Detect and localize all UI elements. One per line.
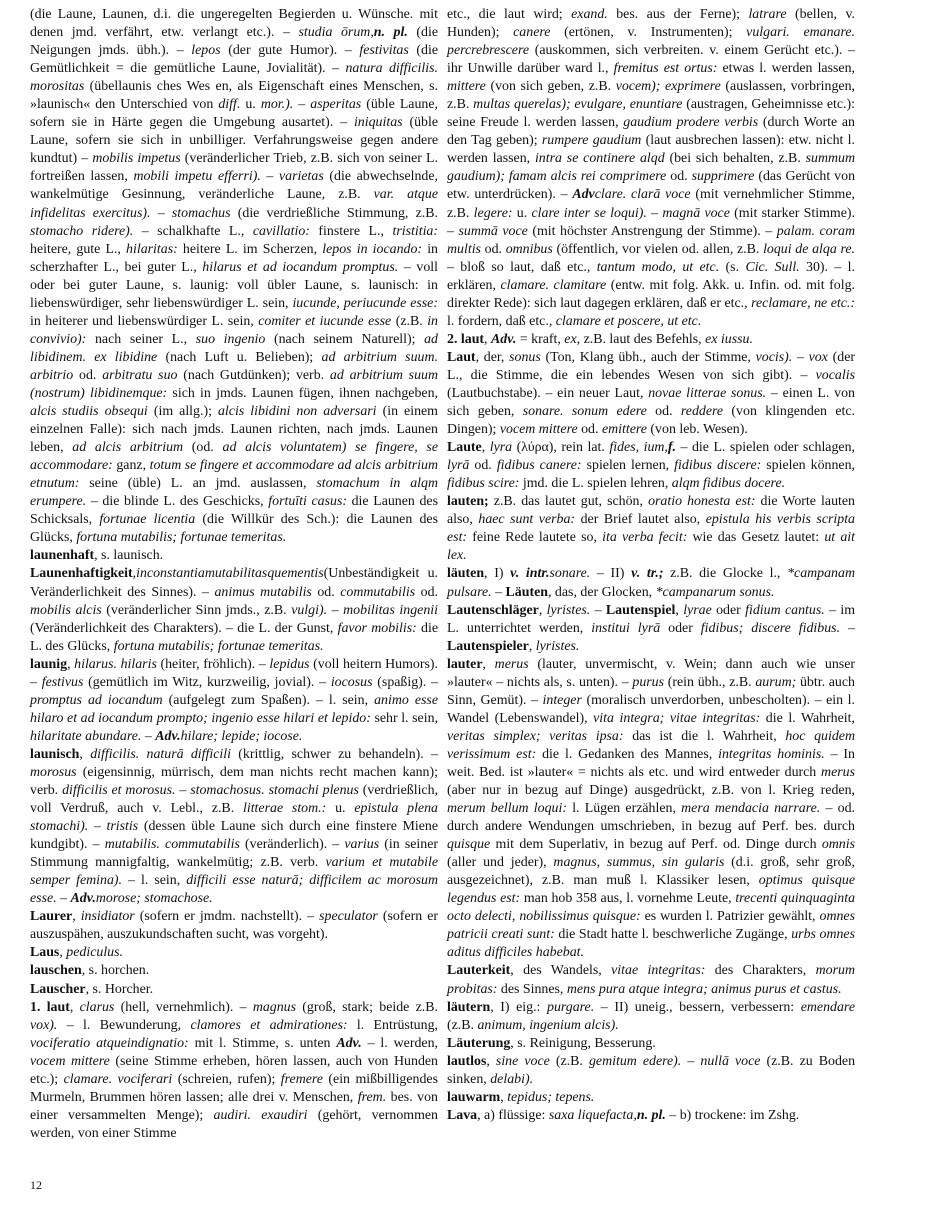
dictionary-entry: lautlos, sine voce (z.B. gemitum edere). – nullā voce (z.B. zu Boden sinken, delabi). bbox=[447, 1053, 856, 1087]
dictionary-entry: Lautenschläger, lyristes. – Lautenspiel, lyrae oder fidium cantus. – im L. unterrichtet werden, institui lyrā oder fidibus; discere fidibus. – Lautenspieler, lyristes. bbox=[447, 602, 856, 654]
page-number: 12 bbox=[30, 1178, 42, 1192]
dictionary-entry: läuten, I) v. intr.sonare. – II) v. tr.; z.B. die Glocke l., *campanam pulsare. – Läuten, das, der Glocken, *campanarum sonus. bbox=[447, 566, 855, 600]
dictionary-entry: Lauterkeit, des Wandels, vitae integritas: des Charakters, morum probitas: des Sinnes, mens pura atque integra; animus purus et castus. bbox=[447, 963, 855, 997]
dictionary-entry: Laute, lyra (λύρα), rein lat. fides, ium,f. – die L. spielen oder schlagen, lyrā od. fidibus canere: spielen lernen, fidibus discere: spielen können, fidibus scire: jmd. die L. spielen lehren, alqm fidibus docere. bbox=[447, 440, 856, 492]
dictionary-entry: launig, hilarus. hilaris (heiter, fröhlich). – lepidus (voll heitern Humors). – festivus (gemütlich im Witz, kurzweilig, jovial). – iocosus (spaßig). – promptus ad iocandum (aufgelegt zum Spaßen). – l. sein, animo esse hilaro et ad iocandum prompto; ingenio esse hilari et lepido: sehr l. sein, hilaritate abundare. – Adv.hilare; lepide; iocose. bbox=[30, 656, 439, 744]
dictionary-entry: Lauscher, s. Horcher. bbox=[30, 981, 154, 997]
dictionary-entry: 1. laut, clarus (hell, vernehmlich). – magnus (groß, stark; beide z.B. vox). – l. Bewunderung, clamores et admirationes: l. Entrüstung, vociferatio atqueindignatio: mit l. Stimme, s. unten Adv. – l. werden, vocem mittere (seine Stimme erheben, hören lassen, auch von Hunden etc.); clamare. vociferari (schreien, rufen); fremere (ein mißbilligendes Murmeln, Brummen hören lassen; alle drei v. Menschen, frem. bes. von einer versammelten Menge); audiri. exaudiri (gehört, vernommen werden, von einer Stimme bbox=[30, 999, 439, 1141]
dictionary-entry: lauter, merus (lauter, unvermischt, v. Wein; dann auch wie unser »lauter« – nichts als, s. unten). – purus (rein übh., z.B. aurum; übtr. auch Sinn, Gemüt). – integer (moralisch unverdorben, unbescholten). – ein l. Wandel (Lebenswandel), vita integra; vitae integritas: die l. Wahrheit, veritas simplex; veritas ipsa: das ist die l. Wahrheit, hoc quidem verissimum est: die l. Gedanken des Mannes, integritas hominis. – In weit. Bed. ist »lauter« = nichts als etc. und wird entweder durch merus (aber nur in bezug auf Dinge) ausgedrückt, z.B. von l. Krieg reden, merum bellum loqui: l. Lügen erzählen, mera mendacia narrare. – od. durch andere Wendungen umschrieben, in bezug auf Perf. bes. durch quisque mit dem Superlativ, in bezug auf Perf. od. Dinge durch omnis (aller und jeder), magnus, summus, sin gularis (d.i. groß, sehr groß, ausgezeichnet), z.B. man muß l. Klassiker lesen, optimus quisque legendus est: man hob 358 aus, l. vornehme Leute, trecenti quinquaginta octo delecti, nobilissimus quisque: es wurden l. Patrizier gewählt, omnes patricii creati sunt: die Stadt hatte l. beschwerliche Zugänge, urbs omnes aditus difficiles habebat. bbox=[447, 656, 856, 961]
dictionary-entry: 2. laut, Adv. = kraft, ex, z.B. laut des Befehls, ex iussu. bbox=[447, 331, 753, 347]
entry-continuation: etc., die laut wird; exand. bes. aus der Ferne); latrare (bellen, v. Hunden); canere (ertönen, v. Instrumenten); vulgari. emanare. percrebrescere (auskommen, sich verbreiten. v. einem Gerücht etc.). – ihr Unwille darüber ward l., fremitus est ortus: etwas l. werden lassen, mittere (von sich geben, z.B. vocem); exprimere (auslassen, vorbringen, z.B. multas querelas); evulgare, enuntiare (austragen, Geheimnisse etc.): seine Freude l. werden lassen, gaudium prodere verbis (durch Worte an den Tag geben); rumpere gaudium (laut ausbrechen lassen): etw. nicht l. werden lassen, intra se continere alqd (bei sich behalten, z.B. summum gaudium); famam alcis rei comprimere od. supprimere (das Gerücht von etw. unterdrücken). – Advclare. clarā voce (mit vernehmlicher Stimme, z.B. legere: u. clare inter se loqui). – magnā voce (mit starker Stimme). – summā voce (mit höchster Anstrengung der Stimme). – palam. coram multis od. omnibus (öffentlich, vor vielen od. allen, z.B. loqui de alqa re. – bloß so laut, daß etc., tantum modo, ut etc. (s. Cic. Sull. 30). – l. erklären, clamare. clamitare (entw. mit folg. Akk. u. Infin. od. mit folg. direkter Rede): sich laut dagegen erklären, daß er etc., reclamare, ne etc.: l. fordern, daß etc., clamare et poscere, ut etc. bbox=[447, 7, 856, 329]
dictionary-entry: lauschen, s. horchen. bbox=[30, 963, 150, 979]
right-column bbox=[447, 6, 855, 1125]
dictionary-entry: launisch, difficilis. naturā difficili (krittlig, schwer zu behandeln). – morosus (eigensinnig, mürrisch, dem man nichts recht machen kann); verb. difficilis et morosus. – stomachosus. stomachi plenus (verdrießlich, voll Verdruß, auch v. Lebl., z.B. litterae stom.: u. epistula plena stomachi). – tristis (dessen üble Laune sich durch eine finstere Miene kundgibt). – mutabilis. commutabilis (veränderlich). – varius (in seiner Stimmung mannigfaltig, wankelmütig; z.B. verb. varium et mutabile semper femina). – l. sein, difficili esse naturā; difficilem ac morosum esse. – Adv.morose; stomachose. bbox=[30, 746, 439, 907]
dictionary-entry: Launenhaftigkeit,inconstantiamutabilitasquementis(Unbeständigkeit u. Veränderlichkeit des Sinnes). – animus mutabilis od. commutabilis od. mobilis alcis (veränderlicher Sinn jmds., z.B. vulgi). – mobilitas ingenii (Veränderlichkeit des Charakters). – die L. der Gunst, favor mobilis: die L. des Glücks, fortuna mutabilis; fortunae temeritas. bbox=[30, 566, 438, 654]
dictionary-entry: Läuterung, s. Reinigung, Besserung. bbox=[447, 1035, 656, 1051]
dictionary-entry: Laus, pediculus. bbox=[30, 945, 124, 961]
dictionary-entry: lauten; z.B. das lautet gut, schön, oratio honesta est: die Worte lauten also, haec sunt verba: der Brief lautet also, epistula his verbis scripta est: feine Rede lautete so, ita verba fecit: wie das Gesetz lautet: ut ait lex. bbox=[447, 494, 855, 564]
dictionary-entry: Laut, der, sonus (Ton, Klang übh., auch der Stimme, vocis). – vox (der L., die Stimme, die ein lebendes Wesen von sich gibt). – vocalis (Lautbuchstabe). – ein neuer Laut, novae litterae sonus. – einen L. von sich geben, sonare. sonum edere od. reddere (von klingenden etc. Dingen); vocem mittere od. emittere (von leb. Wesen). bbox=[447, 349, 855, 438]
dictionary-entry: Laurer, insidiator (sofern er jmdm. nachstellt). – speculator (sofern er auszuspähen, auszukundschaften sucht, was vorgeht). bbox=[30, 909, 438, 943]
left-column bbox=[30, 6, 438, 1143]
entry-continuation: (die Laune, Launen, d.i. die ungeregelten Begierden u. Wünsche. mit denen jmd. verfährt, etw. verlangt etc.). – studia ōrum,n. pl. (die Neigungen jmds. übh.). – lepos (der gute Humor). – festivitas (die Gemütlichkeit = die gemütliche Laune, Jovialität). – natura difficilis. morositas (übellaunis ches Wes en, als Eigenschaft eines Menschen, s. »launisch« den Unterschied von diff. u. mor.). – asperitas (üble Laune, sofern sie in Härte gegen die Umgebung ausartet). – iniquitas (üble Laune, sofern sie sich in unbilliger. Verfahrungsweise gegen andere kundtut) – mobilis impetus (veränderlicher Trieb, z.B. sich von seiner L. fortreißen lassen, mobili impetu efferri). – varietas (die abwechselnde, wankelmütige Gesinnung, veränderliche Laune, z.B. var. atque infidelitas exercitus). – stomachus (die verdrießliche Stimmung, z.B. stomacho ridere). – schalkhafte L., cavillatio: finstere L., tristitia: heitere, gute L., hilaritas: heitere L. im Scherzen, lepos in iocando: in scherzhafter L., bei guter L., hilarus et ad iocandum promptus. – voll oder bei guter Laune, s. launig: voll übler Laune, s. launisch: in liebenswürdiger, sehr liebenswürdiger L. sein, iucunde, periucunde esse: in heiterer und liebenswürdiger L. sein, comiter et iucunde esse (z.B. in convivio): nach seiner L., suo ingenio (nach seinem Naturell); ad libidinem. ex libidine (nach Luft u. Belieben); ad arbitrium suum. arbitrio od. arbitratu suo (nach Gutdünken); verb. ad arbitrium suum (nostrum) libidinemque: sich in jmds. Launen fügen, ihnen nachgeben, alcis studiis obsequi (im allg.); alcis libidini non adversari (in einem einzelnen Falle): sich nach jmds. Launen richten, nach jmds. Launen leben, ad alcis arbitrium (od. ad alcis voluntatem) se fingere, se accommodare: ganz, totum se fingere et accommodare ad alcis arbitrium etnutum: seine (üble) L. an jmd. auslassen, stomachum in alqm erumpere. – die blinde L. des Geschicks, fortuīti casus: die Launen des Schicksals, fortunae licentia (die Willkür des Sch.): die Launen des Glücks, fortuna mutabilis; fortunae temeritas. bbox=[30, 7, 439, 546]
dictionary-entry: launenhaft, s. launisch. bbox=[30, 548, 164, 564]
dictionary-entry: Lava, a) flüssige: saxa liquefacta,n. pl. – b) trockene: im Zshg. bbox=[447, 1107, 800, 1123]
dictionary-entry: lauwarm, tepidus; tepens. bbox=[447, 1089, 595, 1105]
dictionary-entry: läutern, I) eig.: purgare. – II) uneig., bessern, verbessern: emendare (z.B. animum, ingenium alcis). bbox=[447, 999, 855, 1033]
